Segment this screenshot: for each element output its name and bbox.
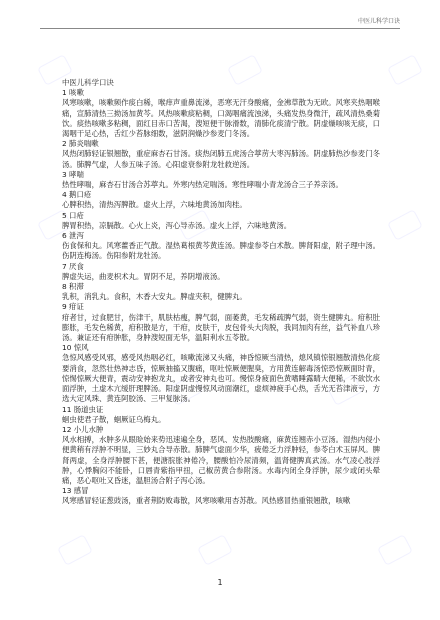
section-heading: 4 鹅口疮 — [62, 190, 92, 200]
section-heading: 6 泄泻 — [62, 231, 84, 241]
document-body — [62, 78, 380, 507]
watermark-stamp — [387, 209, 423, 241]
section-heading: 5 口疮 — [62, 210, 84, 220]
document-title: 中医儿科学口诀 — [62, 78, 114, 87]
section-heading: 10 惊风 — [62, 343, 89, 353]
watermark-stamp — [377, 534, 413, 566]
section-paragraph: 乳积，消乳丸。食积，木香大安丸。脾虚夹积，健脾丸。 — [62, 292, 247, 302]
section-paragraph: 蛔虫使君子散，蛔厥证乌梅丸。 — [62, 414, 166, 424]
section-heading: 8 积滞 — [62, 282, 84, 292]
section-heading: 3 哮喘 — [62, 169, 84, 179]
section-paragraph: 风寒感冒轻证葱豉汤，重者荆防败毒散，风寒咳嗽用杏苏散。风热感冒热重银翘散，咳嗽 — [62, 496, 351, 506]
section-paragraph: 风热闭肺轻证银翘散，重症麻杏石甘汤。痰热闭肺五虎汤合葶苈大枣泻肺汤。阴虚肺热沙参麦门冬汤。肺脾气虚，人参五味子汤。心阳虚衰参附龙牡救逆汤。 — [62, 149, 380, 169]
watermark-stamp — [57, 534, 93, 566]
section-heading: 1 咳嗽 — [62, 88, 84, 98]
section-heading: 13 感冒 — [62, 486, 89, 496]
section-paragraph: 脾虚失运，曲麦枳术丸。胃阴不足，养阴增液汤。 — [62, 271, 225, 281]
section-paragraph: 伤食保和丸。风寒藿香正气散。湿热葛根黄芩黄连汤。脾虚参苓白术散。脾肾阳虚，附子理中汤。伤阴连梅汤。伤阳参附龙牡汤。 — [62, 241, 380, 261]
section-heading: 12 小儿水肿 — [62, 424, 104, 434]
section-paragraph: 热性哮喘，麻杏石甘汤合苏葶丸。外寒内热定喘汤。寒性哮喘小青龙汤合三子养亲汤。 — [62, 180, 343, 190]
page-number: 1 — [217, 578, 223, 587]
section-heading: 2 肺炎喘嗽 — [62, 139, 99, 149]
section-heading: 9 疳证 — [62, 302, 84, 312]
header-divider — [40, 28, 400, 29]
section-paragraph: 风水相搏，水肿多从眼睑始来势迅速遍全身，恶风、发热肢酸痛，麻黄连翘赤小豆汤。湿热内侵小便黄稍有浮肿不明显，三妙丸合导赤散。肺脾气虚面少华，疲倦乏力浮肿轻，参苓白术玉屏风。脾肾两虚，全身浮肿腰下甚，便溏脘胀神倦冷，腰酸怕冷尿清频，温肾健脾真武汤。水气凌心肢浮肿，心悸胸闷不能卧，口唇青紫指甲扭，己椒苈黄合参附汤。水毒内闭全身浮肿，尿少或闭头晕痛，恶心呕吐又昏迷，温胆汤合附子泻心汤。 — [62, 435, 380, 485]
section-paragraph: 心脾积热，清热泻脾散。虚火上浮，六味地黄汤加肉桂。 — [62, 200, 247, 210]
section-heading: 7 厌食 — [62, 261, 84, 271]
watermark-stamp — [197, 534, 233, 566]
watermark-stamp — [387, 54, 423, 86]
section-paragraph: 急惊风感受风邪，感受风热咽必红，咳嗽流涕又头痛，神昏惊厥当清热，熄风镇惊银翘散清热化痰要消食，忽然壮热神志昏，惊厥抽搐又腹痛，呕吐惊厥便腥臭，方用黄连解毒汤惊恐惊厥面时青，惊惕惊厥大便青，震动安神抱龙丸，或者安神丸也可。慢惊身疲面色黄嗜睡露睛大便稀，不欲饮水面浮肿，土虚木亢缓肝理脾汤。阳虚阴虚慢惊风动面潮红，虚烦神疲手心热，舌光无苔津液亏，方选大定风珠、黄连阿胶汤、三甲复脉汤。 — [62, 353, 380, 404]
section-heading: 11 肠道虫证 — [62, 404, 104, 414]
section-paragraph: 风寒咳嗽，咳嗽频作痰白稀，喉痒声重鼻流涕，恶寒无汗身酸痛，金沸草散为无欧。风寒夹热咽喉痛，宣肺清热三拗汤加黄芩。风热咳嗽痰粘稠，口渴咽痛流浊涕，头痛发热身微汗，疏风清热桑菊饮。痰热咳嗽多粘稠，面红目赤口苦渴，溲短便干脉滑数，清肺化痰清宁散。阴虚燥咳咳无痰，口渴咽干足心热，舌红少苔脉细数，滋阴润燥沙参麦门冬汤。 — [62, 98, 380, 139]
running-header: 中医儿科学口诀 — [357, 18, 400, 25]
section-paragraph: 脾胃积热，凉膈散。心火上炎，泻心导赤汤。虚火上浮，六味地黄汤。 — [62, 220, 292, 230]
section-paragraph: 疳者甘，过食肥甘，伤津干，肌肤枯瘦，脾气弱，面萎黄，毛发稀疏脾气弱，资生健脾丸。疳积肚膨胀，毛发色稀黄，疳积散是方，干疳，皮肤干，皮包骨头大肉脱，我同加肉有丝，益气补血八珍汤。兼证还有疳肿胀，身肿溲短面无华，温阳利水五苓散。 — [62, 312, 380, 343]
